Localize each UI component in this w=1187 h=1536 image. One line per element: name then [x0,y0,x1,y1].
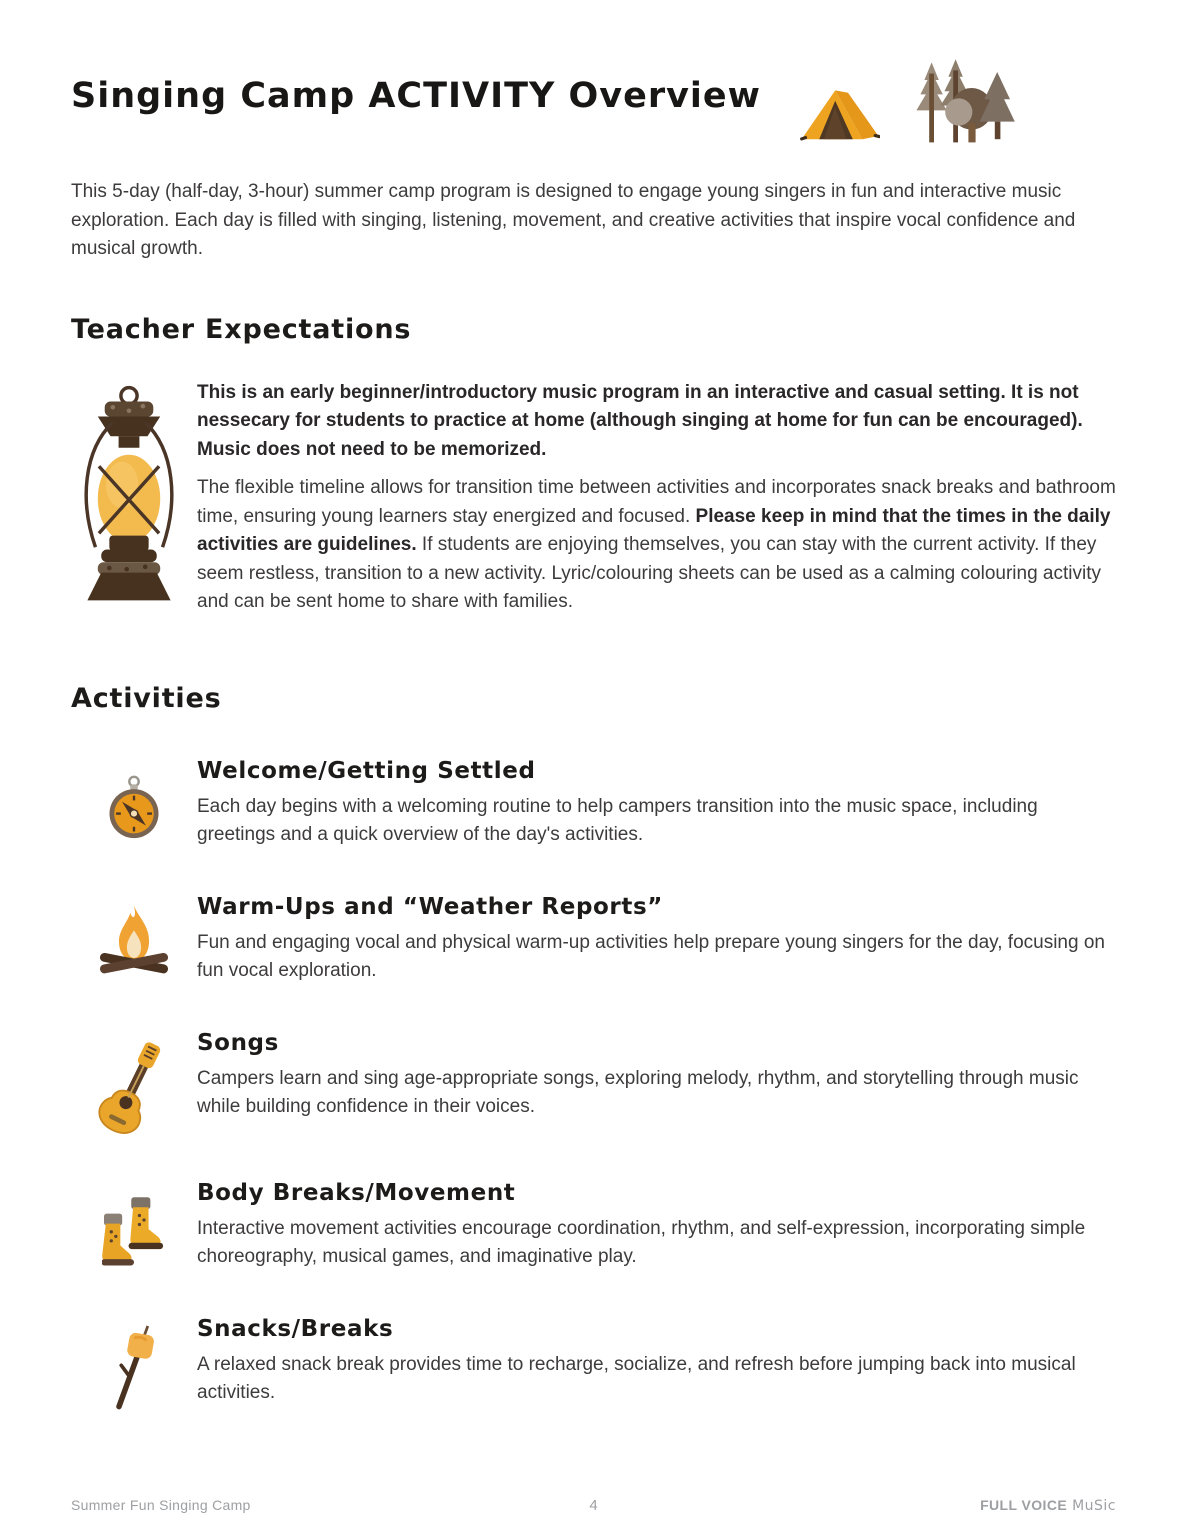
header-illustrations [800,58,1018,150]
teacher-body-bold: Please keep in mind that the times in the daily activities are guidelines. [197,505,1111,555]
activity-title-snacks: Snacks/Breaks [197,1315,394,1342]
teacher-expectations-section [71,377,1116,617]
teacher-body-part2: If students are enjoying themselves, you can stay with the current activity. If they seem restless, transition to a new activity. Lyric/colouring sheets can be used as a calming colouring activity and can be sent home to share with families. [197,534,1101,612]
intro-paragraph: This 5-day (half-day, 3-hour) summer camp program is designed to engage young singers in fun and interactive music exploration. Each day is filled with singing, listening, movement, and creative activities that inspire vocal confidence and musical growth. [71,181,1076,259]
activity-item-warmups [71,894,1116,986]
tent-icon [800,86,880,150]
activity-desc-bodybreaks: Interactive movement activities encourage coordination, rhythm, and self-expression, incorporating simple choreography, musical games, and imaginative play. [197,1217,1086,1267]
teacher-expectations-text [197,377,1116,617]
teacher-bold-paragraph: This is an early beginner/introductory music program in an interactive and casual setting. It is not nessecary for students to practice at home (although singing at home for fun can be encouraged). Music does not need to be memorized. [197,381,1083,460]
activity-title-warmups: Warm-Ups and “Weather Reports” [197,893,663,920]
trees-icon [906,58,1018,150]
teacher-expectations-heading: Teacher Expectations [71,313,412,345]
campfire-icon [71,894,197,980]
lantern-icon [71,377,197,617]
footer-page-number: 4 [589,1497,598,1514]
footer-document-name: Summer Fun Singing Camp [71,1497,251,1513]
activity-title-bodybreaks: Body Breaks/Movement [197,1179,516,1206]
compass-icon [71,758,197,840]
activities-heading: Activities [71,682,222,714]
activity-desc-snacks: A relaxed snack break provides time to recharge, socialize, and refresh before jumping back into musical activities. [197,1353,1076,1403]
footer-brand-main: FULL VOICE [980,1497,1068,1513]
boots-icon [71,1180,197,1270]
header [71,0,1116,150]
guitar-icon [71,1030,197,1136]
activity-item-snacks [71,1316,1116,1414]
activity-title-welcome: Welcome/Getting Settled [197,757,536,784]
teacher-body-part1: The flexible timeline allows for transition time between activities and incorporates snack breaks and bathroom time, ensuring young learners stay energized and focused. [197,477,1116,527]
activity-desc-songs: Campers learn and sing age-appropriate songs, exploring melody, rhythm, and storytelling through music while building confidence in their voices. [197,1067,1079,1117]
page-footer [71,1497,1116,1514]
activity-item-welcome [71,758,1116,850]
marshmallow-icon [71,1316,197,1414]
teacher-body-paragraph [197,474,1116,617]
page-title: Singing Camp ACTIVITY Overview [71,76,761,116]
activity-item-bodybreaks [71,1180,1116,1272]
footer-brand-stylized: MuSic [1072,1498,1116,1514]
activity-title-songs: Songs [197,1029,279,1056]
activity-item-songs [71,1030,1116,1136]
activity-desc-welcome: Each day begins with a welcoming routine to help campers transition into the music space, including greetings and a quick overview of the day's activities. [197,795,1038,845]
activity-desc-warmups: Fun and engaging vocal and physical warm-up activities help prepare young singers for the day, focusing on fun vocal exploration. [197,931,1105,981]
